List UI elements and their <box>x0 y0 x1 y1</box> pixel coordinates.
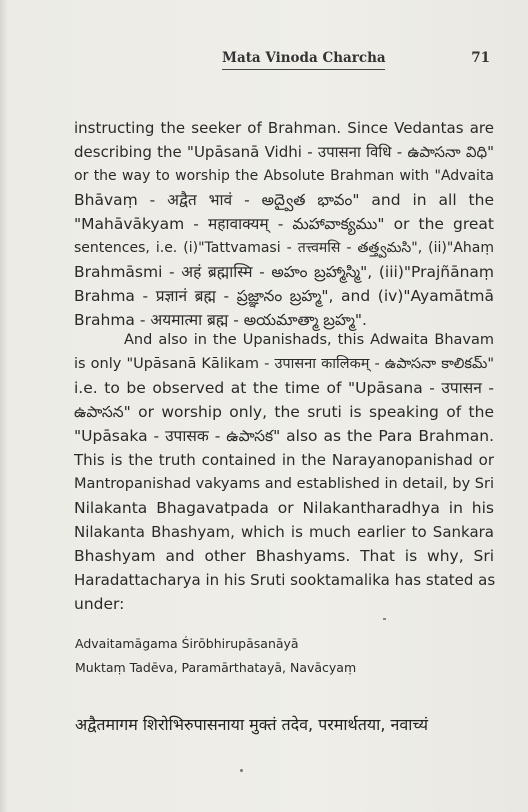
ink-speck <box>240 769 243 772</box>
text-line: Nilakanta Bhagavatpada or Nilakantharadhya in his <box>74 499 494 517</box>
paragraph-1 <box>74 116 494 332</box>
text-line: "Upāsaka - उपासक - ఉపాసక" also as the Para Brahman. <box>74 427 494 445</box>
page-number: 71 <box>471 50 490 66</box>
text-line: Nilakanta Bhashyam, which is much earlier to Sankara <box>74 523 494 541</box>
text-line: Brahma - अयमात्मा ब्रह्म - అయమాత్మా బ్రహ్మ". <box>74 311 367 329</box>
text-line: This is the truth contained in the Narayanopanishad or <box>74 451 494 469</box>
text-line: describing the "Upāsanā Vidhi - उपासना विधि - ఉపాసనా విధి" <box>74 143 494 161</box>
text-line: Mantropanishad vakyams and established in detail, by Sri <box>74 476 494 492</box>
text-line: "Mahāvākyam - महावाक्यम् - మహావాక్యము" or the great <box>74 215 494 233</box>
text-line: Bhashyam and other Bhashyams. That is why, Sri <box>74 547 494 565</box>
verse-devanagari: अद्वैतमागम शिरोभिरुपासनाया मुक्तं तदेव, परमार्थतया, नवाच्यं <box>75 715 429 734</box>
text-line: under: <box>74 595 125 613</box>
text-line: sentences, i.e. (i)"Tattvamasi - तत्त्वमसि - తత్త్వమసి", (ii)"Ahaṃ <box>74 240 494 256</box>
text-line: And also in the Upanishads, this Adwaita Bhavam <box>124 332 494 348</box>
text-line: is only "Upāsanā Kālikam - उपासना कालिकम् - ఉపాసనా కాలికమ్" <box>74 356 494 372</box>
verse-line: Advaitamāgama Śirōbhirupāsanāyā <box>75 636 299 651</box>
text-line: ఉపాసన" or worship only, the sruti is speaking of the <box>74 403 494 421</box>
text-line: Bhāvaṃ - अद्वैत भावं - అద్వైత భావం" and in all the <box>74 191 494 209</box>
ink-speck <box>383 618 386 620</box>
text-line: or the way to worship the Absolute Brahman with "Advaita <box>74 168 494 184</box>
header-underline <box>222 69 385 70</box>
verse-line: Muktaṃ Tadēva, Paramārthatayā, Navācyaṃ <box>75 660 357 675</box>
verse-transliteration <box>75 632 495 680</box>
header-title: Mata Vinoda Charcha <box>222 50 386 66</box>
text-line: i.e. to be observed at the time of "Upāsana - उपासन - <box>74 379 494 397</box>
text-line: instructing the seeker of Brahman. Since Vedantas are <box>74 119 494 137</box>
text-line: Brahma - प्रज्ञानं ब्रह्म - ప్రజ్ఞానం బ్రహ్మ", and (iv)"Ayamātmā <box>74 287 494 305</box>
text-line: Brahmāsmi - अहं ब्रह्मास्मि - అహం బ్రహ్మాస్మి", (iii)"Prajñānaṃ <box>74 263 494 281</box>
paragraph-2 <box>74 328 494 616</box>
text-line: Haradattacharya in his Sruti sooktamalika has stated as <box>74 571 496 589</box>
